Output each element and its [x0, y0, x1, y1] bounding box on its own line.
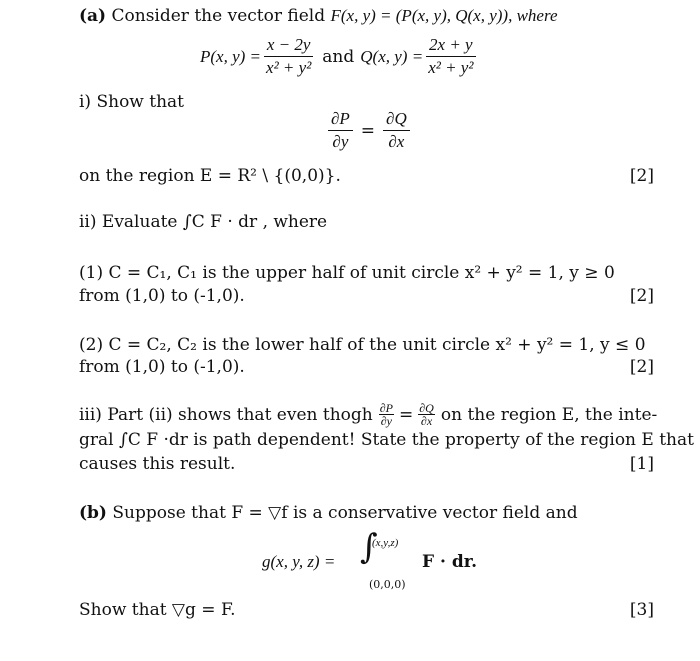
dq-dx-fraction	[383, 110, 410, 151]
small-dp-num: ∂P	[379, 401, 393, 415]
dq-denominator: ∂x	[388, 132, 405, 151]
marks-i: [2]	[629, 166, 654, 186]
dp-dy-fraction	[328, 110, 353, 151]
part-iii-pre: iii) Part (ii) shows that even thogh	[79, 404, 373, 425]
c1-line-2: from (1,0) to (-1,0).	[79, 286, 245, 306]
q-label: Q(x, y) =	[360, 46, 424, 66]
marks-b: [3]	[629, 600, 654, 620]
part-a-intro	[79, 6, 558, 26]
region-statement: on the region E = R² \ {(0,0)}.	[79, 166, 341, 186]
equals-sign: =	[360, 120, 376, 141]
g-label: g(x, y, z) =	[262, 552, 336, 571]
marks-c2: [2]	[629, 357, 654, 377]
marks-iii: [1]	[629, 454, 654, 474]
small-dq-dx	[418, 402, 435, 427]
upper-limit: (x,y,z)	[372, 537, 399, 549]
part-iii-line-2: gral ∫C F ·dr is path dependent! State the property of the region E that	[79, 430, 694, 450]
p-fraction	[263, 36, 314, 77]
q-fraction	[425, 36, 476, 77]
part-iii-post: on the region E, the inte-	[440, 404, 658, 425]
p-numerator: x − 2y	[264, 36, 314, 57]
small-dp-dy	[379, 402, 394, 427]
marks-c1: [2]	[629, 286, 654, 306]
small-equals: =	[399, 404, 414, 425]
dq-numerator: ∂Q	[383, 110, 410, 131]
c2-line-1: (2) C = C₂, C₂ is the lower half of the unit circle x² + y² = 1, y ≤ 0	[79, 335, 646, 355]
p-denominator: x² + y²	[266, 58, 312, 77]
small-dp-den: ∂y	[380, 414, 392, 428]
part-b-show: Show that ▽g = F.	[79, 600, 236, 620]
q-denominator: x² + y²	[428, 58, 474, 77]
p-q-definitions	[200, 36, 478, 77]
small-dq-num: ∂Q	[419, 401, 434, 415]
dp-numerator: ∂P	[328, 110, 353, 131]
dp-denominator: ∂y	[332, 132, 349, 151]
part-iii-line-3: causes this result.	[79, 454, 236, 474]
part-i-label: i) Show that	[79, 92, 185, 112]
partial-derivative-equation	[326, 110, 412, 151]
c2-line-2: from (1,0) to (-1,0).	[79, 357, 245, 377]
lower-limit: (0,0,0)	[369, 578, 406, 591]
vector-field-definition: F(x, y) = (P(x, y), Q(x, y)), where	[330, 6, 558, 25]
p-label: P(x, y) =	[200, 46, 262, 66]
part-b-line-1: Suppose that F = ▽f is a conservative vector field and	[112, 503, 578, 523]
part-a-intro-text: Consider the vector field	[111, 6, 326, 26]
and-word: and	[322, 46, 355, 67]
part-iii-line-1	[79, 402, 657, 427]
part-a-heading: (a)	[79, 6, 107, 26]
small-dq-den: ∂x	[420, 414, 433, 428]
c1-line-1: (1) C = C₁, C₁ is the upper half of unit circle x² + y² = 1, y ≥ 0	[79, 263, 615, 283]
integrand: F · dr.	[422, 552, 478, 572]
part-ii-label: ii) Evaluate ∫C F · dr , where	[79, 212, 328, 232]
integral-sign: ∫	[360, 527, 378, 567]
part-b-intro	[79, 503, 578, 523]
part-b-heading: (b)	[79, 503, 107, 523]
q-numerator: 2x + y	[426, 36, 476, 57]
g-definition	[262, 527, 482, 592]
